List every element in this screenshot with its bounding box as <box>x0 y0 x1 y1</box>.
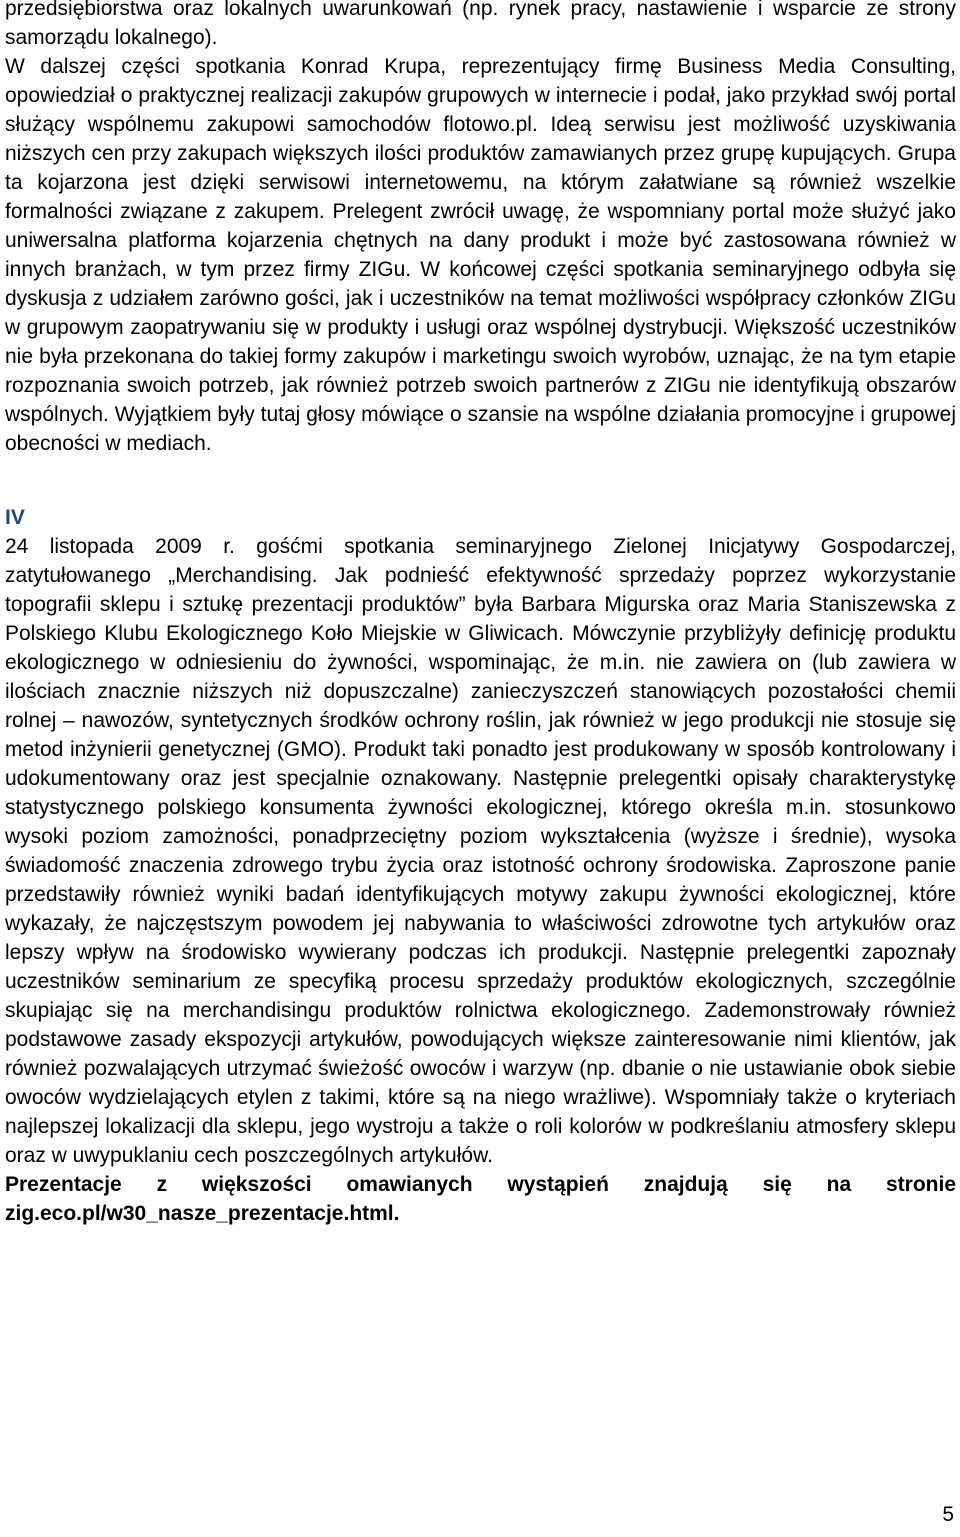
paragraph-continuation: przedsiębiorstwa oraz lokalnych uwarunkowań (np. rynek pracy, nastawienie i wsparcie ze strony samorządu lokalnego). <box>5 0 956 49</box>
paragraph-iv: 24 listopada 2009 r. gośćmi spotkania seminaryjnego Zielonej Inicjatywy Gospodarczej, zatytułowanego „Merchandising. Jak podnieść efektywność sprzedaży poprzez wykorzystanie topografii sklepu i sztukę prezentacji produktów” była Barbara Migurska oraz Maria Staniszewska z Polskiego Klubu Ekologicznego Koło Miejskie w Gliwicach. Mówczynie przybliżyły definicję produktu ekologicznego w odniesieniu do żywności, wspominając, że m.in. nie zawiera on (lub zawiera w ilościach znacznie niższych niż dopuszczalne) zanieczyszczeń stanowiących pozostałości chemii rolnej – nawozów, syntetycznych środków ochrony roślin, jak również w jego produkcji nie stosuje się metod inżynierii genetycznej (GMO). Produkt taki ponadto jest produkowany w sposób kontrolowany i udokumentowany oraz jest specjalnie oznakowany. Następnie prelegentki opisały charakterystykę statystycznego polskiego konsumenta żywności ekologicznej, którego określa m.in. stosunkowo wysoki poziom zamożności, ponadprzeciętny poziom wykształcenia (wyższe i średnie), wysoka świadomość znaczenia zdrowego trybu życia oraz istotność ochrony środowiska. Zaproszone panie przedstawiły również wyniki badań identyfikujących motywy zakupu żywności ekologicznej, które wykazały, że najczęstszym powodem jej nabywania to właściwości zdrowotne tych artykułów oraz lepszy wpływ na środowisko wywierany podczas ich produkcji. Następnie prelegentki zapoznały uczestników seminarium ze specyfiką procesu sprzedaży produktów ekologicznych, szczególnie skupiając się na merchandisingu produktów rolnictwa ekologicznego. Zademonstrowały również podstawowe zasady ekspozycji artykułów, powodujących większe zainteresowanie nimi klientów, jak również pozwalających utrzymać świeżość owoców i warzyw (np. dbanie o nie ustawianie obok siebie owoców wydzielających etylen z takimi, które są na niego wrażliwe). Wspomniały także o kryteriach najlepszej lokalizacji dla sklepu, jego wystroju a także o roli kolorów w podkreślaniu atmosfery sklepu oraz w uwypuklaniu cech poszczególnych artykułów. <box>5 535 956 1167</box>
section-heading-iv: IV <box>5 506 25 529</box>
document-page <box>5 0 956 1228</box>
paragraph-spacer <box>5 458 956 503</box>
presentations-note: Prezentacje z większości omawianych wystąpień znajdują się na stronie zig.eco.pl/w30_nasze_prezentacje.html. <box>5 1173 956 1225</box>
paragraph-krupa: W dalszej części spotkania Konrad Krupa, reprezentujący firmę Business Media Consulting, opowiedział o praktycznej realizacji zakupów grupowych w internecie i podał, jako przykład swój portal służący wspólnemu zakupowi samochodów flotowo.pl. Ideą serwisu jest możliwość uzyskiwania niższych cen przy zakupach większych ilości produktów zamawianych przez grupę kupujących. Grupa ta kojarzona jest dzięki serwisowi internetowemu, na którym załatwiane są również wszelkie formalności związane z zakupem. Prelegent zwrócił uwagę, że wspomniany portal może służyć jako uniwersalna platforma kojarzenia chętnych na dany produkt i może być zastosowana również w innych branżach, w tym przez firmy ZIGu. W końcowej części spotkania seminaryjnego odbyła się dyskusja z udziałem zarówno gości, jak i uczestników na temat możliwości współpracy członków ZIGu w grupowym zaopatrywaniu się w produkty i usługi oraz wspólnej dystrybucji. Większość uczestników nie była przekonana do takiej formy zakupów i marketingu swoich wyrobów, uznając, że na tym etapie rozpoznania swoich potrzeb, jak również potrzeb swoich partnerów z ZIGu nie identyfikują obszarów wspólnych. Wyjątkiem były tutaj głosy mówiące o szansie na wspólne działania promocyjne i grupowej obecności w mediach. <box>5 55 956 455</box>
page-number: 5 <box>942 1503 954 1526</box>
